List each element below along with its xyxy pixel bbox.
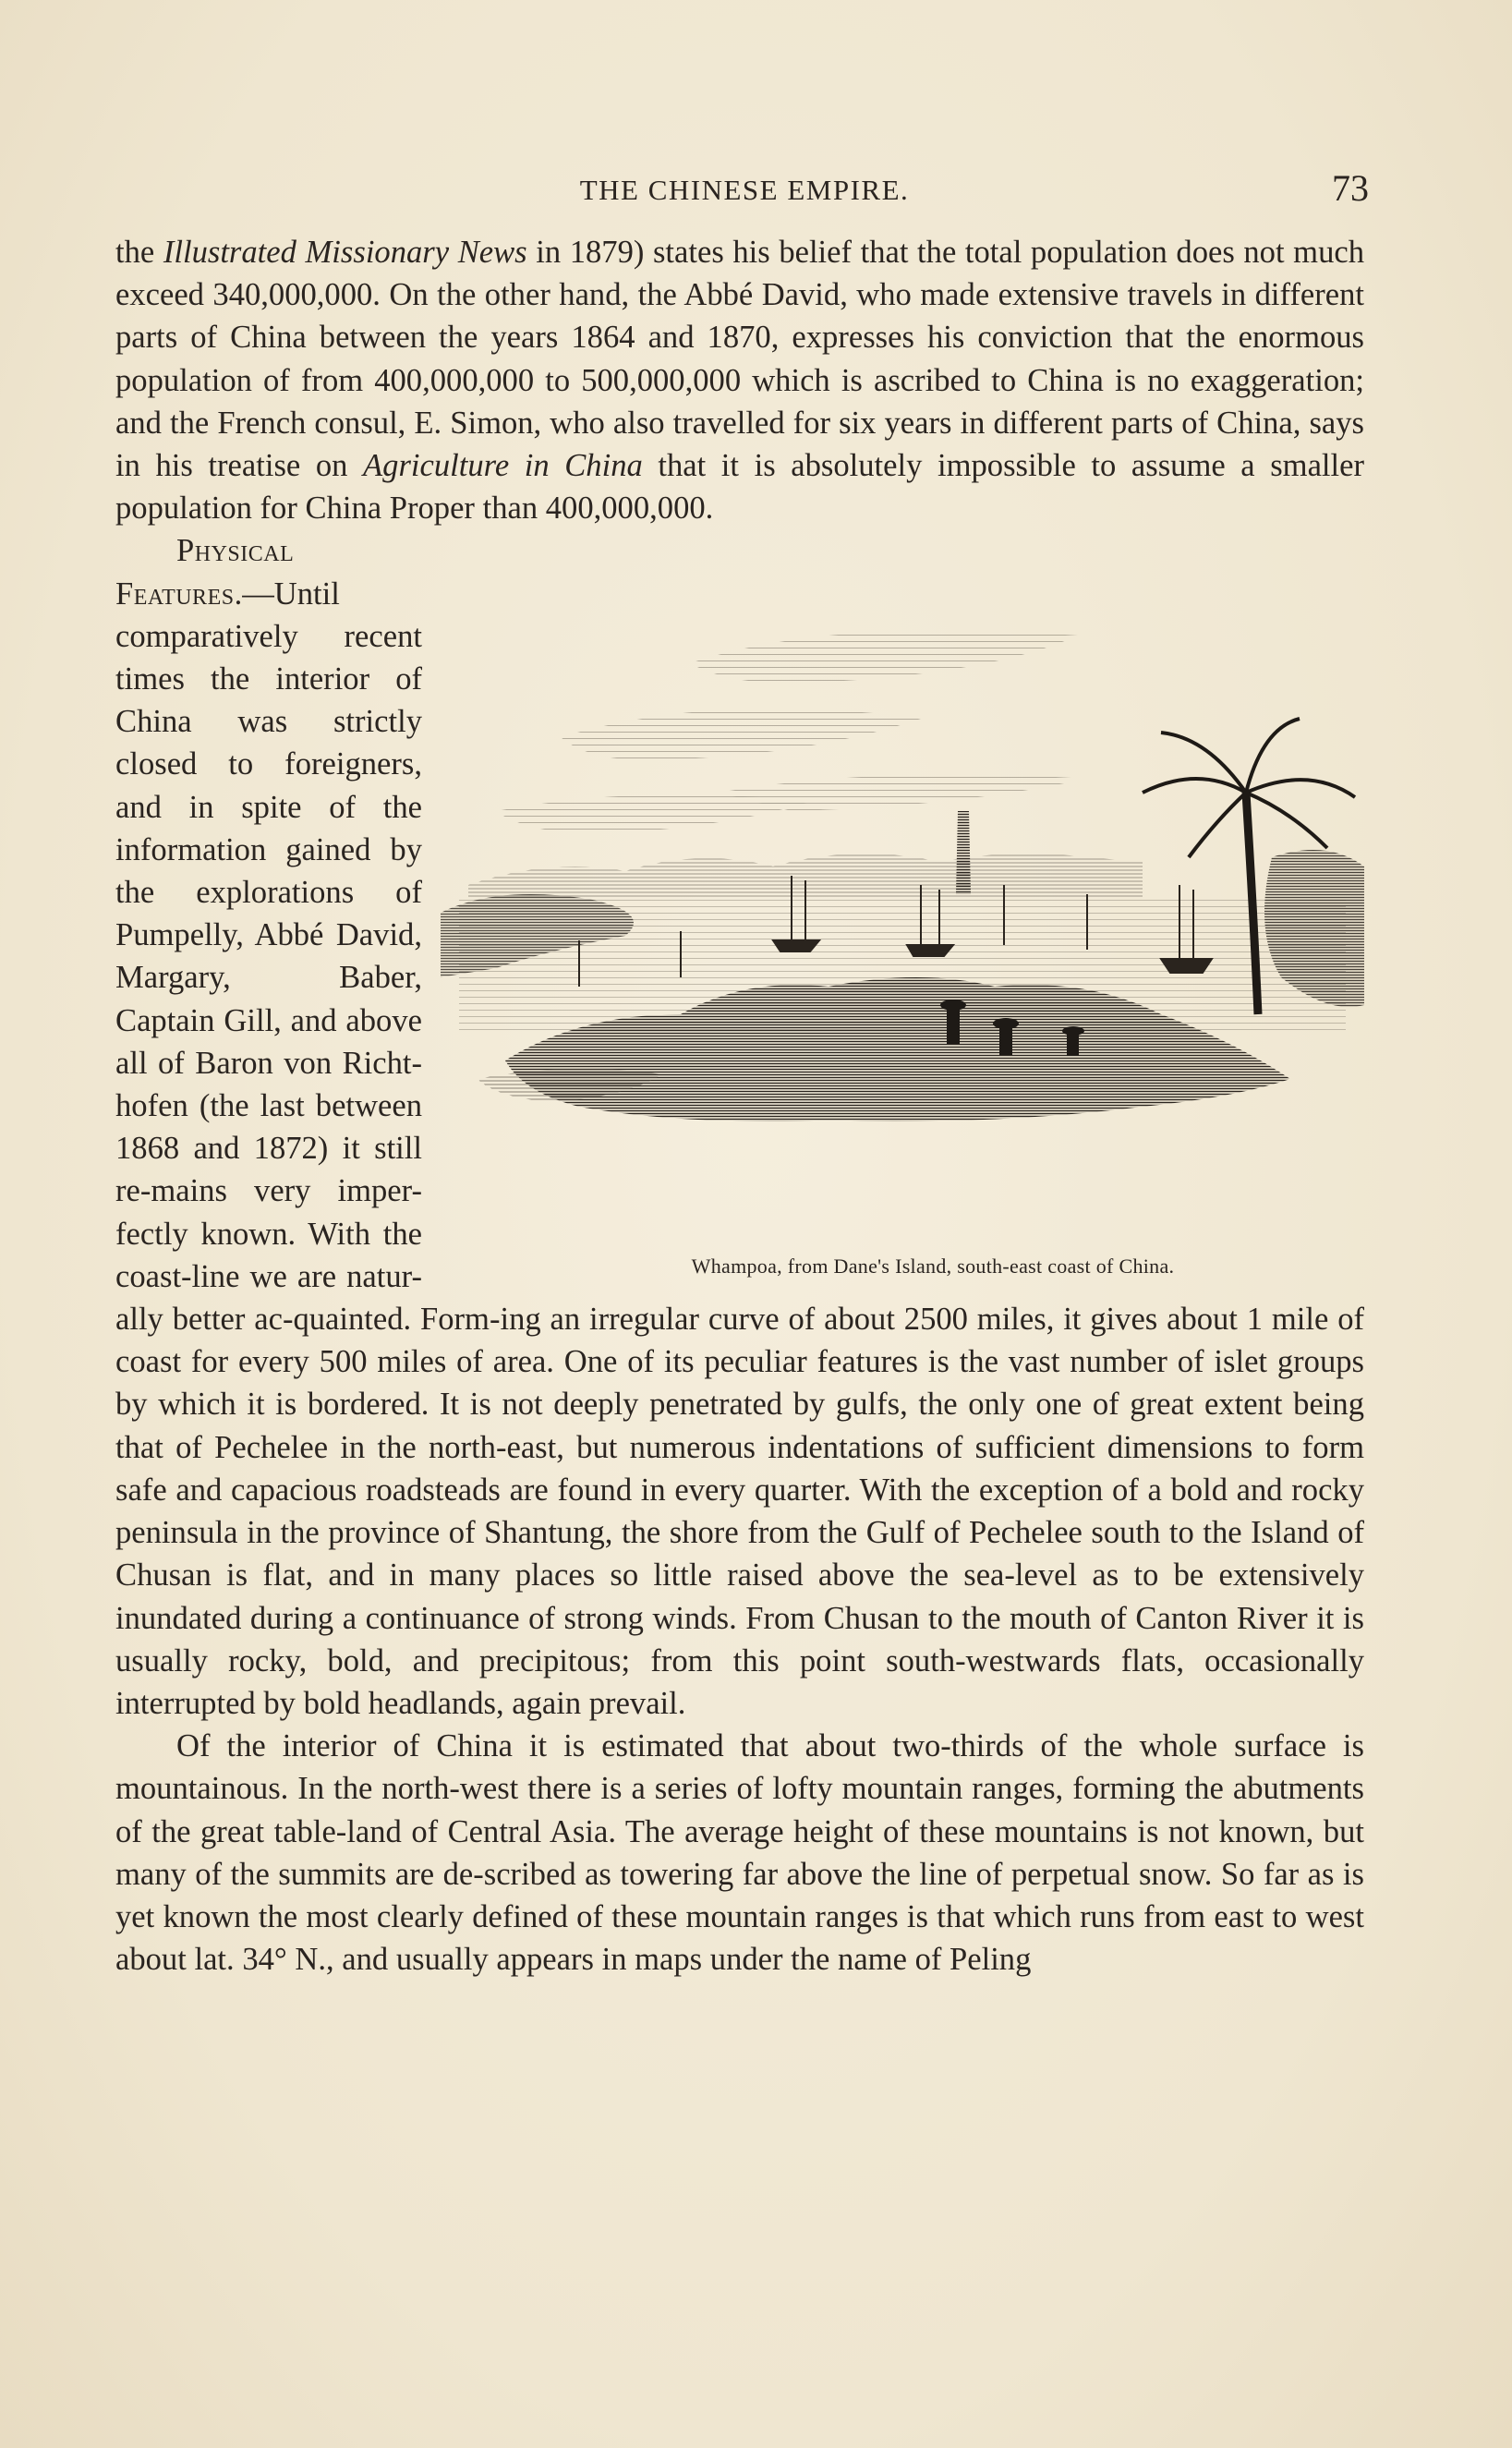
para2-text: .—Until comparatively recent times the interior of China was strictly closed to foreigners, and in spite of the information gained by the explorations of Pumpelly, Abbé David, Margary, Baber, Captain Gill, and above all of Baron von Richt-hofen (the last between 1868 and 1872) it still re-mains very imper-fectly known. With the coast-line we are natur-ally better ac-quainted. Form-ing an irregular curve of about 2500 miles, it gives about 1 mile of coast for every 500 miles of area. One of its peculiar features is the vast number of islet groups by which it is bordered. It is not deeply penetrated by gulfs, the only one of great extent being that of Pechelee in the north-east, but numerous indentations of sufficient dimensions to form safe and capacious roadsteads are found in every quarter. With the exception of a bold and rocky peninsula in the province of Shantung, the shore from the Gulf of Pechelee south to the Island of Chusan is flat, and in many places so little raised above the sea-level as to be extensively inundated during a continuance of strong winds. From Chusan to the mouth of Canton River it is usually rocky, bold, and precipitous; from this point south-westwards flats, occasionally interrupted by bold headlands, again prevail. (115, 576, 1364, 1721)
para1-text-c: that it is absolutely impossible to assume a smaller population for China Proper than 400,000,000. (115, 448, 1364, 527)
para1-italic-treatise: Agriculture in China (363, 448, 643, 484)
page-header (120, 166, 1369, 212)
paragraph-interior: Of the interior of China it is estimated that about two-thirds of the whole surface is mountainous. In the north-west there is a series of lofty mountain ranges, forming the abutments of the great table-land of Central Asia. The average height of these mountains is not known, but many of the summits are de-scribed as towering far above the line of perpetual snow. So far as is yet known the most clearly defined of these mountain ranges is that which runs from east to west about lat. 34° N., and usually appears in maps under the name of Peling (115, 1728, 1364, 1978)
pagoda (956, 811, 971, 894)
para1-text-b: in 1879) states his belief that the total population does not much exceed 340,000,000. On the other hand, the Abbé David, who made extensive travels in different parts of China between the years 1864 and 1870, expresses his conviction that the enormous population of from 400,000,000 to 500,000,000 which is ascribed to China is no exaggeration; and the French consul, E. Simon, who also travelled for six years in different parts of China, says in his treatise on (115, 235, 1364, 484)
para1-italic-title: Illustrated Missionary News (163, 235, 527, 270)
sky-clouds (496, 631, 1087, 835)
illustration-figure (441, 580, 1364, 1279)
whampoa-engraving (441, 580, 1364, 1236)
para1-text-a: the (115, 235, 163, 270)
paragraph-population (115, 231, 1364, 529)
paragraph-physical-features (115, 529, 1364, 1725)
running-title: THE CHINESE EMPIRE. (579, 174, 910, 206)
section-heading: Physical Features (115, 533, 295, 612)
body-text (115, 231, 1364, 1981)
page-number: 73 (1332, 167, 1369, 209)
figure-caption: Whampoa, from Dane's Island, south-east coast of China. (691, 1254, 1175, 1279)
